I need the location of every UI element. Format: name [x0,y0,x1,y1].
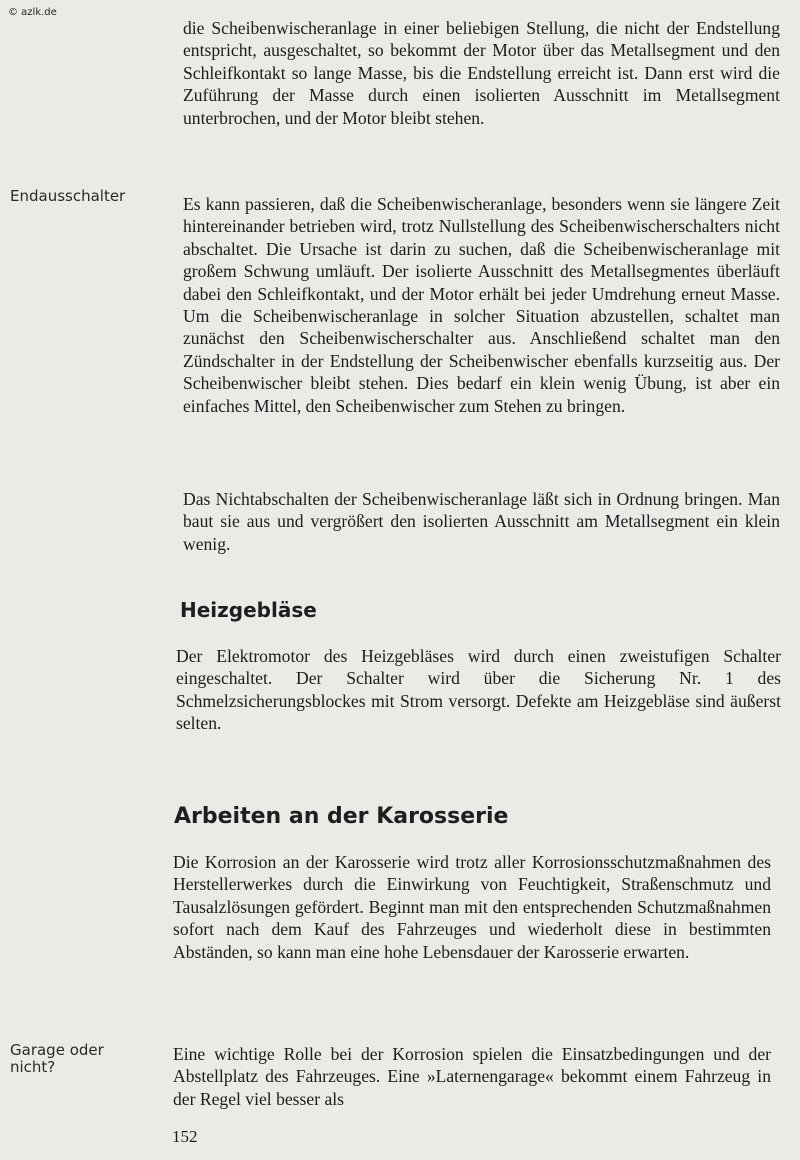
paragraph-fix-wiper: Das Nichtabschalten der Scheibenwischeranlage läßt sich in Ordnung bringen. Man baut sie aus und vergrößert den isolierten Ausschnitt am Metallsegment ein klein wenig. [183,489,780,554]
paragraph-heizgeblaese: Der Elektromotor des Heizgebläses wird durch einen zweistufigen Schalter eingeschaltet. Der Schalter wird über die Sicherung Nr. 1 des Schmelzsicherungsblockes mit Strom versorgt. Defekte am Heizgebläse sind äußerst selten. [176,646,781,734]
heading-karosserie: Arbeiten an der Karosserie [174,804,509,829]
page-number: 152 [172,1127,198,1146]
paragraph-korrosion: Die Korrosion an der Karosserie wird trotz aller Korrosionsschutzmaßnahmen des Herstellerwerkes durch die Einwirkung von Feuchtigkeit, Straßenschmutz und Tausalzlösungen gefördert. Beginnt man mit den entsprechenden Schutzmaßnahmen sofort nach dem Kauf des Fahrzeuges und wiederholt diese in bestimmten Abständen, so kann man eine hohe Lebensdauer der Karosserie erwarten. [173,852,771,962]
paragraph-garage: Eine wichtige Rolle bei der Korrosion spielen die Einsatzbedingungen und der Abstellplatz des Fahrzeuges. Eine »Laternengarage« bekommt einem Fahrzeug in der Regel viel besser als [173,1044,771,1109]
watermark: © azlk.de [8,7,57,18]
margin-note-endausschalter: Endausschalter [10,187,126,205]
paragraph-wiper-stop: die Scheibenwischeranlage in einer beliebigen Stellung, die nicht der Endstellung entspricht, ausgeschaltet, so bekommt der Motor über das Metallsegment und den Schleifkontakt so lange Masse, bis die Endstellung erreicht ist. Dann erst wird die Zuführung der Masse durch einen isolierten Ausschnitt im Metallsegment unterbrochen, und der Motor bleibt stehen. [183,18,780,128]
paragraph-endausschalter: Es kann passieren, daß die Scheibenwischeranlage, besonders wenn sie längere Zeit hintereinander betrieben wird, trotz Nullstellung des Scheibenwischerschalters nicht abschaltet. Die Ursache ist darin zu suchen, daß die Scheibenwischeranlage mit großem Schwung umläuft. Der isolierte Ausschnitt des Metallsegmentes überläuft dabei den Schleifkontakt, und der Motor erhält bei jeder Umdrehung erneut Masse. Um die Scheibenwischeranlage in solcher Situation abzustellen, schaltet man zunächst den Scheibenwischerschalter aus. Anschließend schaltet man den Zündschalter in der Endstellung der Scheibenwischer ebenfalls kurzseitig aus. Der Scheibenwischer bleibt stehen. Dies bedarf ein klein wenig Übung, ist aber ein einfaches Mittel, den Scheibenwischer zum Stehen zu bringen. [183,194,780,416]
margin-note-garage: Garage oder nicht? [10,1041,104,1076]
heading-heizgeblaese: Heizgebläse [180,598,317,622]
